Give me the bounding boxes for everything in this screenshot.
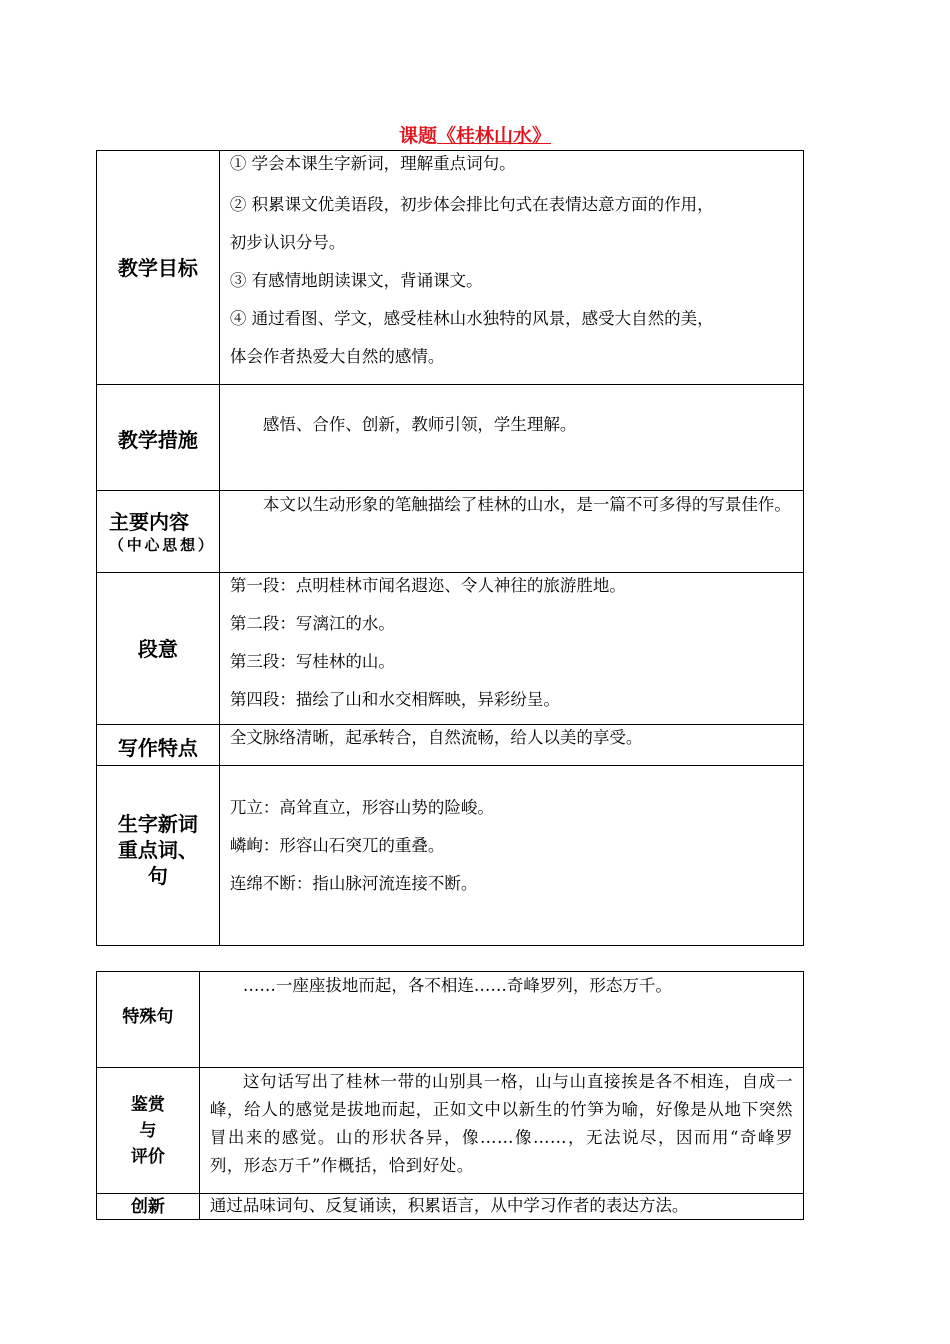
row-paragraphs — [97, 573, 804, 725]
vocab-item: 连绵不断：指山脉河流连接不断。 — [229, 874, 478, 893]
vocab-item: 兀立：高耸直立，形容山势的险峻。 — [229, 798, 494, 817]
paragraph-item: 第二段：写漓江的水。 — [229, 614, 395, 633]
paragraph-item: 第三段：写桂林的山。 — [229, 652, 395, 671]
writing-content — [219, 725, 803, 766]
goal-item: 体会作者热爱大自然的感情。 — [229, 347, 445, 366]
main-content-label — [97, 491, 220, 573]
vocab-label-line: 句 — [147, 863, 168, 888]
analysis-table — [96, 971, 804, 1220]
innovation-content — [199, 1194, 803, 1220]
goal-item: ③ 有感情地朗读课文，背诵课文。 — [229, 271, 483, 290]
lesson-plan-table — [96, 150, 804, 946]
writing-text: 全文脉络清晰，起承转合，自然流畅，给人以美的享受。 — [229, 728, 643, 747]
appreciation-text: 这句话写出了桂林一带的山别具一格，山与山直接挨是各不相连，自成一峰，给人的感觉是拔地而起，正如文中以新生的竹笋为喻，好像是从地下突然冒出来的感觉。山的形状各异，像……像……，无法说尽，因而用“奇峰罗列，形态万千”作概括，恰到好处。 — [209, 1072, 793, 1175]
special-text: ……一座座拔地而起，各不相连……奇峰罗列，形态万千。 — [242, 976, 672, 995]
goal-item: 初步认识分号。 — [229, 233, 346, 252]
innovation-label: 创新 — [97, 1194, 200, 1220]
row-vocab — [97, 766, 804, 946]
special-label: 特殊句 — [97, 972, 200, 1068]
row-appreciation — [97, 1068, 804, 1194]
goals-content — [219, 151, 803, 385]
goal-item: ④ 通过看图、学文，感受桂林山水独特的风景，感受大自然的美， — [229, 309, 714, 328]
vocab-label-line: 重点词、 — [117, 837, 198, 862]
measures-label: 教学措施 — [97, 385, 220, 491]
title-book: 《桂林山水》 — [437, 125, 552, 147]
paragraph-item: 第一段：点明桂林市闻名遐迩、令人神往的旅游胜地。 — [229, 576, 626, 595]
title-prefix: 课题 — [398, 125, 437, 147]
paragraphs-label: 段意 — [97, 573, 220, 725]
appreciation-label-line: 鉴赏 — [130, 1094, 165, 1115]
appreciation-content — [199, 1068, 803, 1194]
page-title — [0, 124, 950, 148]
vocab-label — [97, 766, 220, 946]
paragraph-item: 第四段：描绘了山和水交相辉映，异彩纷呈。 — [229, 690, 560, 709]
row-writing — [97, 725, 804, 766]
row-goals — [97, 151, 804, 385]
writing-label: 写作特点 — [97, 725, 220, 766]
row-innovation — [97, 1194, 804, 1220]
special-content — [199, 972, 803, 1068]
row-main-content — [97, 491, 804, 573]
measures-text: 感悟、合作、创新，教师引领，学生理解。 — [262, 415, 577, 434]
vocab-content — [219, 766, 803, 946]
vocab-item: 嶙峋：形容山石突兀的重叠。 — [229, 836, 445, 855]
row-special — [97, 972, 804, 1068]
goal-item: ② 积累课文优美语段，初步体会排比句式在表情达意方面的作用， — [229, 195, 714, 214]
appreciation-label — [97, 1068, 200, 1194]
appreciation-label-line: 与 — [139, 1120, 157, 1141]
paragraphs-content — [219, 573, 803, 725]
vocab-label-line: 生字新词 — [117, 811, 198, 836]
row-measures — [97, 385, 804, 491]
goals-label: 教学目标 — [97, 151, 220, 385]
measures-content — [219, 385, 803, 491]
main-content-text: 本文以生动形象的笔触描绘了桂林的山水，是一篇不可多得的写景佳作。 — [262, 495, 791, 514]
innovation-text: 通过品味词句、反复诵读，积累语言，从中学习作者的表达方法。 — [209, 1196, 689, 1215]
goal-item: ① 学会本课生字新词，理解重点词句。 — [229, 154, 516, 173]
main-content-sublabel: （中心思想） — [109, 535, 213, 554]
appreciation-label-line: 评价 — [130, 1146, 165, 1167]
main-content-title: 主要内容 — [109, 509, 189, 534]
main-content-text-cell — [219, 491, 803, 573]
